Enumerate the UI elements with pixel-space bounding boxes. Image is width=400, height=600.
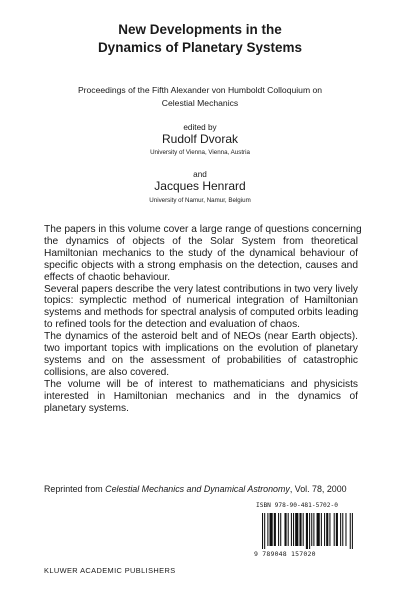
barcode-bar: [317, 513, 320, 546]
subtitle-line2: Celestial Mechanics: [161, 98, 239, 108]
barcode-bar: [352, 513, 353, 549]
text-line: two important topics with implications on the evolution of planetary: [44, 343, 358, 355]
barcode-bar: [309, 513, 310, 549]
barcode-bar: [350, 513, 351, 549]
barcode-bar: [311, 513, 312, 546]
text-line: The dynamics of the asteroid belt and of NEOs (near Earth objects).: [44, 331, 358, 343]
book-title-line1: New Developments in the: [118, 22, 282, 37]
barcode-bar: [313, 513, 314, 546]
book-title-line2: Dynamics of Planetary Systems: [97, 40, 303, 55]
barcode-bar: [278, 513, 279, 546]
barcode-bar: [321, 513, 322, 546]
barcode-bar: [269, 513, 272, 546]
description-text: [44, 224, 362, 415]
text-line: The papers in this volume cover a large range of questions concerning: [44, 224, 362, 235]
barcode-bar: [274, 513, 276, 546]
paragraph-2: [44, 284, 358, 332]
text-line: topics: symplectic method of numerical integration of Hamiltonian: [44, 295, 358, 307]
text-line: interested in Hamiltonian mechanics and in the dynamics of: [44, 390, 358, 402]
publisher-name: KLUWER ACADEMIC PUBLISHERS: [44, 566, 176, 575]
barcode-bar: [324, 513, 325, 546]
isbn-text: ISBN 978-90-481-5702-0: [256, 502, 338, 509]
barcode-bar: [345, 513, 346, 546]
barcode-bar: [288, 513, 289, 546]
barcode-bar: [342, 513, 343, 546]
barcode-bar: [291, 513, 292, 546]
paragraph-1: [44, 224, 362, 284]
and-label: and: [193, 170, 207, 179]
editor2-affiliation: University of Namur, Namur, Belgium: [149, 197, 251, 204]
barcode-bar: [295, 513, 298, 546]
barcode-bar: [334, 513, 335, 546]
text-line: to refined tools for the detection and evaluation of chaos.: [44, 319, 300, 331]
barcode-bar: [340, 513, 341, 546]
paragraph-4: [44, 379, 358, 415]
barcode-bar: [280, 513, 281, 546]
barcode-digits: 9 789048 157020: [254, 550, 316, 558]
reprint-note: [44, 483, 347, 495]
barcode-bar: [299, 513, 301, 546]
barcode-bar: [284, 513, 286, 546]
editor2-name: Jacques Henrard: [154, 179, 246, 193]
barcode-bar: [303, 513, 304, 546]
barcode-bar: [262, 513, 263, 549]
barcode-bar: [326, 513, 328, 546]
barcode-bar: [264, 513, 265, 549]
text-line: The volume will be of interest to mathematicians and physicists: [44, 378, 358, 390]
text-line: collisions, are also covered.: [44, 366, 170, 378]
text-line: the dynamics of objects of the Solar System from theoretical: [44, 235, 358, 247]
reprint-prefix: Reprinted from: [44, 484, 106, 494]
reprint-suffix: , Vol. 78, 2000: [289, 484, 347, 494]
text-line: Several papers describe the very latest contributions in two very lively: [44, 283, 358, 295]
paragraph-3: [44, 331, 358, 379]
text-line: systems and methods for spectral analysis of computed orbits leading: [44, 307, 359, 319]
text-line: effects of chaotic behaviour.: [44, 271, 171, 283]
barcode-bar: [329, 513, 330, 546]
editor1-name: Rudolf Dvorak: [161, 132, 239, 146]
barcode-bar: [267, 513, 268, 546]
barcode-bar: [293, 513, 294, 546]
text-line: Hamiltonian mechanics to the study of the dynamical behaviour of: [44, 247, 358, 259]
editor1-affiliation: University of Vienna, Vienna, Austria: [150, 149, 250, 156]
edited-by-label: edited by: [183, 123, 217, 132]
barcode-bar: [306, 513, 308, 549]
barcode-bar: [336, 513, 338, 546]
text-line: planetary systems.: [44, 402, 129, 414]
barcode-icon: [262, 513, 354, 549]
text-line: systems and on the assessment of probabilities of catastrophic: [44, 354, 358, 366]
subtitle-line1: Proceedings of the Fifth Alexander von Humboldt Colloquium on: [77, 85, 323, 95]
text-line: specific objects with a strong emphasis on the detection, causes and: [44, 259, 358, 271]
journal-name: Celestial Mechanics and Dynamical Astronomy: [105, 484, 290, 494]
